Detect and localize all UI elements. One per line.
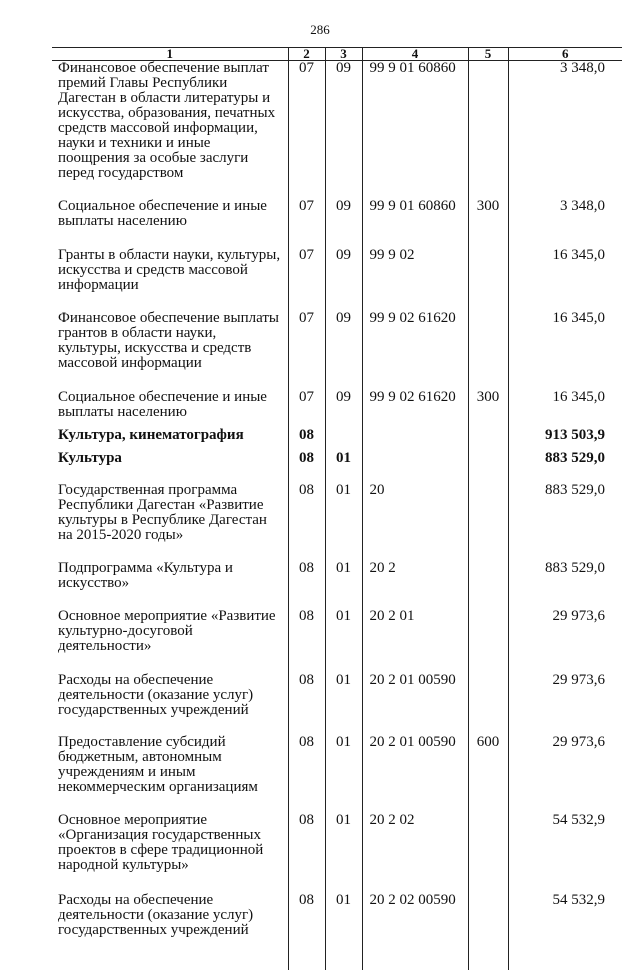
spacer-cell — [52, 466, 288, 483]
cell-target-code: 99 9 01 60860 — [362, 199, 468, 229]
cell-description: Предоставление субсидий бюджетным, автономным учреждениям и иным некоммерческим организациям — [58, 734, 258, 795]
spacer-cell — [288, 591, 325, 609]
cell-amount: 883 529,0 — [508, 451, 622, 466]
cell-amount: 16 345,0 — [508, 248, 622, 293]
cell-subsection: 09 — [325, 390, 362, 420]
spacer-cell — [52, 371, 288, 390]
spacer-cell — [52, 591, 288, 609]
cell-description: Культура, кинематография — [58, 427, 244, 443]
table-row — [52, 813, 622, 873]
spacer-cell — [468, 938, 508, 970]
spacer-cell — [508, 181, 622, 199]
spacer-cell — [325, 591, 362, 609]
cell-expense-type — [468, 673, 508, 718]
spacer-cell — [288, 938, 325, 970]
table-row — [52, 483, 622, 543]
cell-section: 08 — [288, 451, 325, 466]
cell-description: Социальное обеспечение и иные выплаты населению — [58, 389, 267, 420]
cell-description: Государственная программа Республики Дагестан «Развитие культуры в Республике Дагестан на 2015-2020 годы» — [58, 482, 267, 543]
cell-target-code: 99 9 02 — [362, 248, 468, 293]
col-header-description: 1 — [52, 48, 288, 61]
table-row — [52, 61, 622, 182]
spacer-cell — [52, 873, 288, 893]
spacer-cell — [52, 654, 288, 673]
row-spacer — [52, 873, 622, 893]
spacer-cell — [325, 371, 362, 390]
spacer-cell — [508, 466, 622, 483]
spacer-cell — [362, 591, 468, 609]
cell-subsection: 01 — [325, 561, 362, 591]
cell-description: Основное мероприятие «Организация государственных проектов в сфере традиционной народной культуры» — [58, 812, 264, 873]
row-spacer — [52, 795, 622, 813]
cell-section: 07 — [288, 199, 325, 229]
cell-subsection: 01 — [325, 451, 362, 466]
spacer-cell — [325, 293, 362, 311]
table-row — [52, 199, 622, 229]
cell-description: Культура — [58, 450, 122, 466]
cell-subsection: 09 — [325, 248, 362, 293]
cell-amount: 16 345,0 — [508, 390, 622, 420]
cell-subsection: 09 — [325, 311, 362, 371]
cell-section: 08 — [288, 561, 325, 591]
cell-subsection: 01 — [325, 735, 362, 795]
cell-subsection: 01 — [325, 483, 362, 543]
cell-description: Финансовое обеспечение выплат премий Главы Республики Дагестан в области литературы и искусства, образования, печатных средств массовой информации, науки и техники и иные поощрения за особые заслуги перед государством — [58, 60, 276, 181]
table-row — [52, 428, 622, 443]
cell-subsection: 01 — [325, 673, 362, 718]
cell-subsection — [325, 428, 362, 443]
spacer-cell — [288, 229, 325, 248]
spacer-cell — [508, 938, 622, 970]
cell-target-code: 20 2 02 — [362, 813, 468, 873]
table-row — [52, 248, 622, 293]
cell-description: Гранты в области науки, культуры, искусства и средств массовой информации — [58, 247, 281, 293]
spacer-cell — [508, 229, 622, 248]
budget-table — [52, 47, 622, 970]
spacer-cell — [52, 181, 288, 199]
table-row — [52, 609, 622, 654]
cell-target-code: 99 9 02 61620 — [362, 390, 468, 420]
table-row — [52, 673, 622, 718]
cell-target-code: 20 2 02 00590 — [362, 893, 468, 938]
cell-amount: 883 529,0 — [508, 483, 622, 543]
cell-amount: 29 973,6 — [508, 673, 622, 718]
table-row — [52, 893, 622, 938]
spacer-cell — [468, 718, 508, 735]
header-row — [52, 48, 622, 61]
spacer-cell — [325, 873, 362, 893]
cell-subsection: 09 — [325, 61, 362, 182]
cell-subsection: 01 — [325, 893, 362, 938]
table-row — [52, 311, 622, 371]
cell-section: 07 — [288, 311, 325, 371]
cell-expense-type — [468, 61, 508, 182]
spacer-cell — [325, 543, 362, 561]
cell-target-code: 99 9 01 60860 — [362, 61, 468, 182]
spacer-cell — [52, 718, 288, 735]
cell-expense-type — [468, 893, 508, 938]
spacer-cell — [508, 543, 622, 561]
spacer-cell — [362, 443, 468, 451]
table-row — [52, 390, 622, 420]
spacer-cell — [325, 229, 362, 248]
col-header-expense-type: 5 — [468, 48, 508, 61]
spacer-cell — [362, 795, 468, 813]
row-spacer — [52, 466, 622, 483]
spacer-cell — [288, 795, 325, 813]
table-row — [52, 451, 622, 466]
spacer-cell — [362, 466, 468, 483]
cell-section: 08 — [288, 428, 325, 443]
cell-expense-type — [468, 451, 508, 466]
spacer-cell — [288, 718, 325, 735]
row-spacer — [52, 654, 622, 673]
row-spacer — [52, 938, 622, 970]
row-spacer — [52, 543, 622, 561]
spacer-cell — [325, 181, 362, 199]
cell-amount: 883 529,0 — [508, 561, 622, 591]
cell-target-code: 20 2 01 — [362, 609, 468, 654]
col-header-amount: 6 — [508, 48, 622, 61]
cell-target-code: 20 2 01 00590 — [362, 735, 468, 795]
spacer-cell — [362, 229, 468, 248]
table-row — [52, 561, 622, 591]
cell-description: Финансовое обеспечение выплаты грантов в области науки, культуры, искусства и средств массовой информации — [58, 310, 279, 371]
spacer-cell — [52, 543, 288, 561]
cell-amount: 54 532,9 — [508, 893, 622, 938]
cell-expense-type: 300 — [468, 390, 508, 420]
spacer-cell — [468, 873, 508, 893]
cell-section: 07 — [288, 61, 325, 182]
cell-target-code — [362, 451, 468, 466]
spacer-cell — [52, 938, 288, 970]
cell-target-code: 20 2 01 00590 — [362, 673, 468, 718]
spacer-cell — [468, 654, 508, 673]
spacer-cell — [508, 873, 622, 893]
spacer-cell — [468, 420, 508, 428]
cell-subsection: 09 — [325, 199, 362, 229]
cell-description: Подпрограмма «Культура и искусство» — [58, 560, 233, 591]
cell-description: Расходы на обеспечение деятельности (оказание услуг) государственных учреждений — [58, 672, 254, 718]
cell-amount: 16 345,0 — [508, 311, 622, 371]
cell-amount: 913 503,9 — [508, 428, 622, 443]
spacer-cell — [288, 873, 325, 893]
cell-expense-type — [468, 483, 508, 543]
col-header-section: 2 — [288, 48, 325, 61]
spacer-cell — [508, 795, 622, 813]
row-spacer — [52, 229, 622, 248]
spacer-cell — [288, 293, 325, 311]
spacer-cell — [362, 938, 468, 970]
spacer-cell — [468, 591, 508, 609]
spacer-cell — [288, 543, 325, 561]
col-header-target-code: 4 — [362, 48, 468, 61]
row-spacer — [52, 718, 622, 735]
cell-target-code: 20 — [362, 483, 468, 543]
cell-expense-type — [468, 561, 508, 591]
spacer-cell — [468, 181, 508, 199]
spacer-cell — [508, 718, 622, 735]
spacer-cell — [468, 443, 508, 451]
spacer-cell — [508, 591, 622, 609]
cell-description: Расходы на обеспечение деятельности (оказание услуг) государственных учреждений — [58, 892, 254, 938]
cell-subsection: 01 — [325, 609, 362, 654]
cell-section: 08 — [288, 893, 325, 938]
spacer-cell — [325, 420, 362, 428]
row-spacer — [52, 293, 622, 311]
col-header-subsection: 3 — [325, 48, 362, 61]
cell-amount: 29 973,6 — [508, 735, 622, 795]
cell-expense-type: 300 — [468, 199, 508, 229]
cell-expense-type — [468, 813, 508, 873]
cell-section: 07 — [288, 248, 325, 293]
spacer-cell — [362, 293, 468, 311]
cell-amount: 54 532,9 — [508, 813, 622, 873]
spacer-cell — [288, 466, 325, 483]
cell-target-code — [362, 428, 468, 443]
cell-section: 08 — [288, 673, 325, 718]
cell-expense-type: 600 — [468, 735, 508, 795]
spacer-cell — [508, 371, 622, 390]
spacer-cell — [468, 293, 508, 311]
spacer-cell — [508, 654, 622, 673]
spacer-cell — [52, 229, 288, 248]
spacer-cell — [362, 181, 468, 199]
cell-section: 08 — [288, 813, 325, 873]
spacer-cell — [52, 795, 288, 813]
cell-amount: 3 348,0 — [508, 61, 622, 182]
cell-amount: 3 348,0 — [508, 199, 622, 229]
spacer-cell — [362, 718, 468, 735]
cell-amount: 29 973,6 — [508, 609, 622, 654]
spacer-cell — [325, 795, 362, 813]
spacer-cell — [288, 371, 325, 390]
spacer-cell — [508, 293, 622, 311]
cell-expense-type — [468, 248, 508, 293]
spacer-cell — [362, 420, 468, 428]
spacer-cell — [325, 938, 362, 970]
cell-expense-type — [468, 311, 508, 371]
row-spacer — [52, 591, 622, 609]
spacer-cell — [288, 654, 325, 673]
spacer-cell — [468, 466, 508, 483]
cell-section: 08 — [288, 609, 325, 654]
cell-subsection: 01 — [325, 813, 362, 873]
row-spacer — [52, 371, 622, 390]
cell-description: Социальное обеспечение и иные выплаты населению — [58, 198, 267, 229]
spacer-cell — [468, 229, 508, 248]
spacer-cell — [468, 795, 508, 813]
spacer-cell — [362, 371, 468, 390]
cell-expense-type — [468, 428, 508, 443]
cell-target-code: 99 9 02 61620 — [362, 311, 468, 371]
cell-section: 08 — [288, 735, 325, 795]
spacer-cell — [288, 181, 325, 199]
cell-target-code: 20 2 — [362, 561, 468, 591]
cell-section: 07 — [288, 390, 325, 420]
spacer-cell — [468, 371, 508, 390]
row-spacer — [52, 181, 622, 199]
cell-expense-type — [468, 609, 508, 654]
cell-section: 08 — [288, 483, 325, 543]
page-number: 286 — [310, 22, 330, 37]
spacer-cell — [325, 718, 362, 735]
spacer-cell — [362, 873, 468, 893]
spacer-cell — [362, 654, 468, 673]
spacer-cell — [325, 466, 362, 483]
spacer-cell — [468, 543, 508, 561]
spacer-cell — [52, 293, 288, 311]
cell-description: Основное мероприятие «Развитие культурно-досуговой деятельности» — [58, 608, 276, 654]
spacer-cell — [362, 543, 468, 561]
spacer-cell — [325, 654, 362, 673]
table-row — [52, 735, 622, 795]
